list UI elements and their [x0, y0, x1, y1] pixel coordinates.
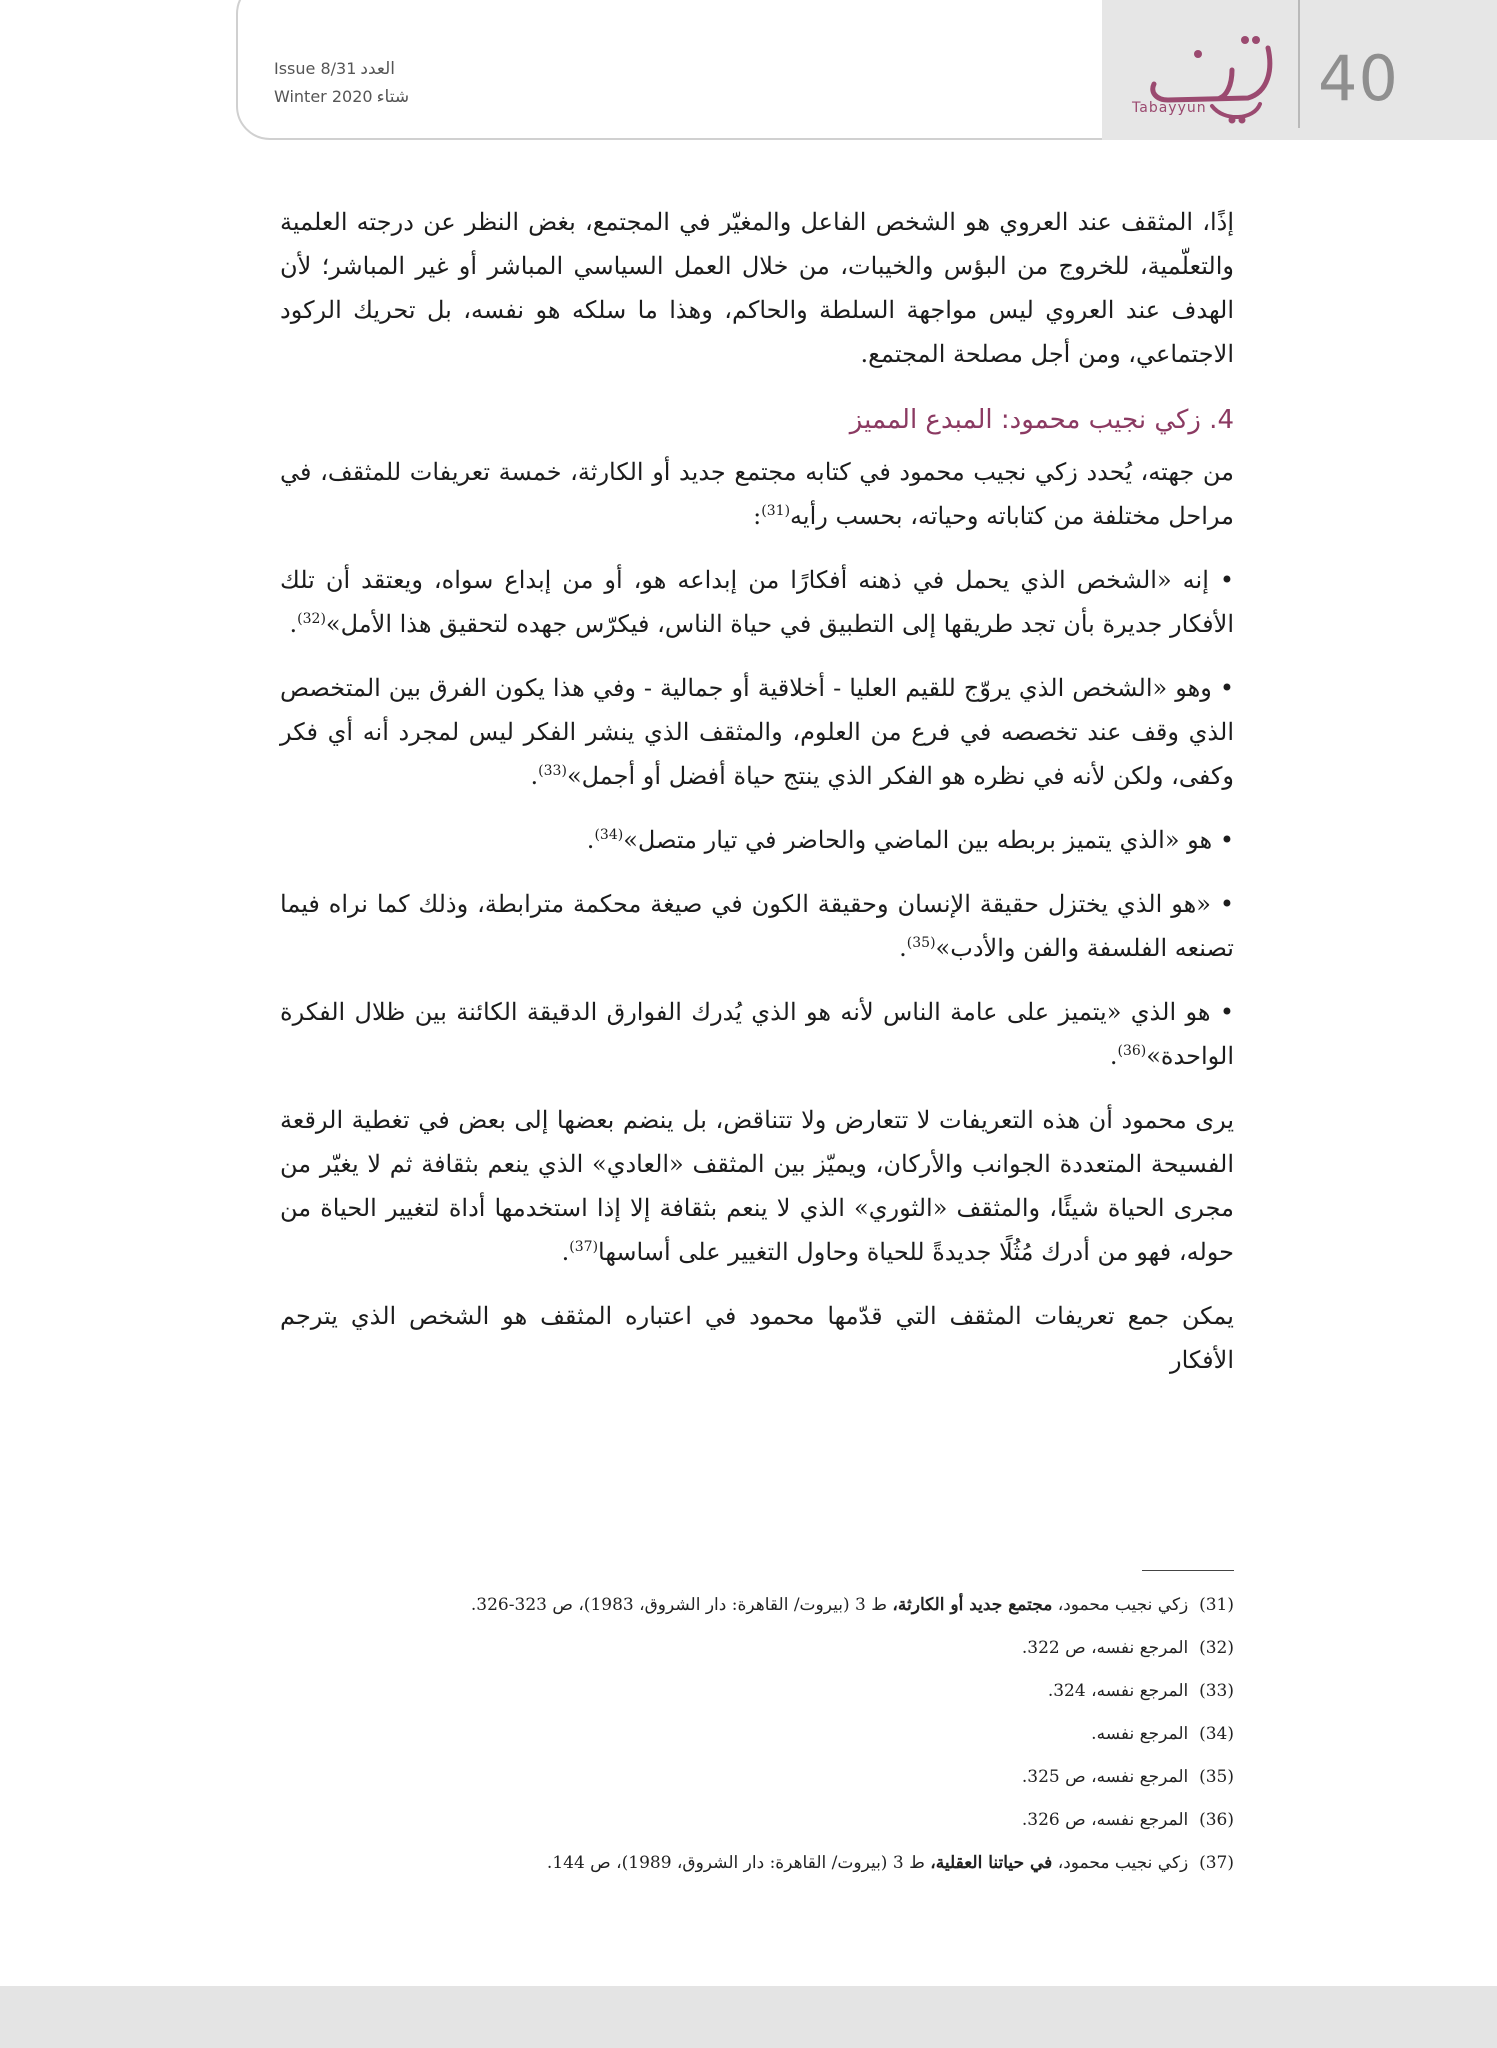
footnote-item: (37) زكي نجيب محمود، في حياتنا العقلية، ط 3 (بيروت/ القاهرة: دار الشروق، 1989)، ص 144.	[546, 1853, 1234, 1873]
paragraph-intro-mahmoud: من جهته، يُحدد زكي نجيب محمود في كتابه مجتمع جديد أو الكارثة، خمسة تعريفات للمثقف، في مراحل مختلفة من كتاباته وحياته، بحسب رأيه$^{(31)}$:	[280, 458, 1235, 530]
bullet-definition-2: • وهو «الشخص الذي يروّج للقيم العليا - أخلاقية أو جمالية - وفي هذا يكون الفرق بين المتخصص الذي وقف عند تخصصه في فرع من العلوم، والمثقف الذي ينشر الفكر ليس لمجرد أنه أي فكر وكفى، ولكن لأنه في نظره هو الفكر الذي ينتج حياة أفضل أو أجمل»$^{(33)}$.	[280, 674, 1234, 790]
page-header	[0, 0, 1497, 140]
bullet-definition-5: • هو الذي «يتميز على عامة الناس لأنه هو الذي يُدرك الفوارق الدقيقة الكائنة بين ظلال الفكرة الواحدة»$^{(36)}$.	[280, 998, 1234, 1070]
bullet-definition-4: • «هو الذي يختزل حقيقة الإنسان وحقيقة الكون في صيغة محكمة مترابطة، وذلك كما نراه فيما تصنعه الفلسفة والفن والأدب»$^{(35)}$.	[280, 890, 1234, 962]
footnote-ref: (31)	[761, 503, 791, 519]
footnote-ref: (32)	[297, 611, 326, 627]
paragraph-continuation: يمكن جمع تعريفات المثقف التي قدّمها محمود في اعتباره المثقف هو الشخص الذي يترجم الأفكار	[280, 1302, 1234, 1374]
footnote-item: (34) المرجع نفسه.	[1091, 1724, 1234, 1744]
footnote-item: (33) المرجع نفسه، 324.	[1047, 1681, 1234, 1701]
footnote-item: (32) المرجع نفسه، ص 322.	[1021, 1638, 1234, 1658]
footnote-ref: (37)	[569, 1239, 599, 1255]
logo-latin-text: Tabayyun	[1132, 100, 1207, 116]
footnote-ref: (36)	[1117, 1043, 1147, 1059]
section-heading: 4. زكي نجيب محمود: المبدع المميز	[849, 405, 1234, 435]
issue-season: Winter 2020 شتاء	[274, 87, 410, 107]
footnote-item: (31) زكي نجيب محمود، مجتمع جديد أو الكارثة، ط 3 (بيروت/ القاهرة: دار الشروق، 1983)، ص 323-326.	[470, 1595, 1234, 1615]
paragraph-conclusion-laroui: إذًا، المثقف عند العروي هو الشخص الفاعل والمغيّر في المجتمع، بغض النظر عن درجته العلمية والتعلّمية، للخروج من البؤس والخيبات، من خلال العمل السياسي المباشر أو غير المباشر؛ لأن الهدف عند العروي ليس مواجهة السلطة والحاكم، وهذا ما سلكه هو نفسه، بل تحريك الركود الاجتماعي، ومن أجل مصلحة المجتمع.	[280, 208, 1235, 368]
bullet-definition-1: • إنه «الشخص الذي يحمل في ذهنه أفكارًا من إبداعه هو، أو من إبداع سواه، ويعتقد أن تلك الأفكار جديرة بأن تجد طريقها إلى التطبيق في حياة الناس، فيكرّس جهده لتحقيق هذا الأمل»$^{(32)}$.	[280, 566, 1234, 638]
footnote-ref: (33)	[538, 763, 567, 779]
issue-number: Issue 8/31 العدد	[274, 59, 395, 79]
article-body	[280, 200, 1234, 1382]
footnote-ref: (35)	[906, 935, 936, 951]
footnote-item: (35) المرجع نفسه، ص 325.	[1021, 1767, 1234, 1787]
footnote-separator	[1142, 1570, 1234, 1571]
paragraph-synthesis: يرى محمود أن هذه التعريفات لا تتعارض ولا تتناقض، بل ينضم بعضها إلى بعض في تغطية الرقعة الفسيحة المتعددة الجوانب والأركان، ويميّز بين المثقف «العادي» الذي ينعم بثقافة ثم لا يغيّر من مجرى الحياة شيئًا، والمثقف «الثوري» الذي لا ينعم بثقافة إلا إذا استخدمها أداة لتغيير الحياة من حوله، فهو من أدرك مُثُلًا جديدةً للحياة وحاول التغيير على أساسها$^{(37)}$.	[280, 1106, 1234, 1266]
page-footer	[0, 1986, 1497, 2048]
bullet-definition-3: • هو «الذي يتميز بربطه بين الماضي والحاضر في تيار متصل»$^{(34)}$.	[586, 826, 1234, 854]
footnotes	[280, 1584, 1234, 1885]
footnote-ref: (34)	[594, 827, 624, 843]
page-number: 40	[1318, 42, 1399, 115]
header-divider	[1298, 0, 1300, 128]
footnote-item: (36) المرجع نفسه، ص 326.	[1021, 1810, 1234, 1830]
